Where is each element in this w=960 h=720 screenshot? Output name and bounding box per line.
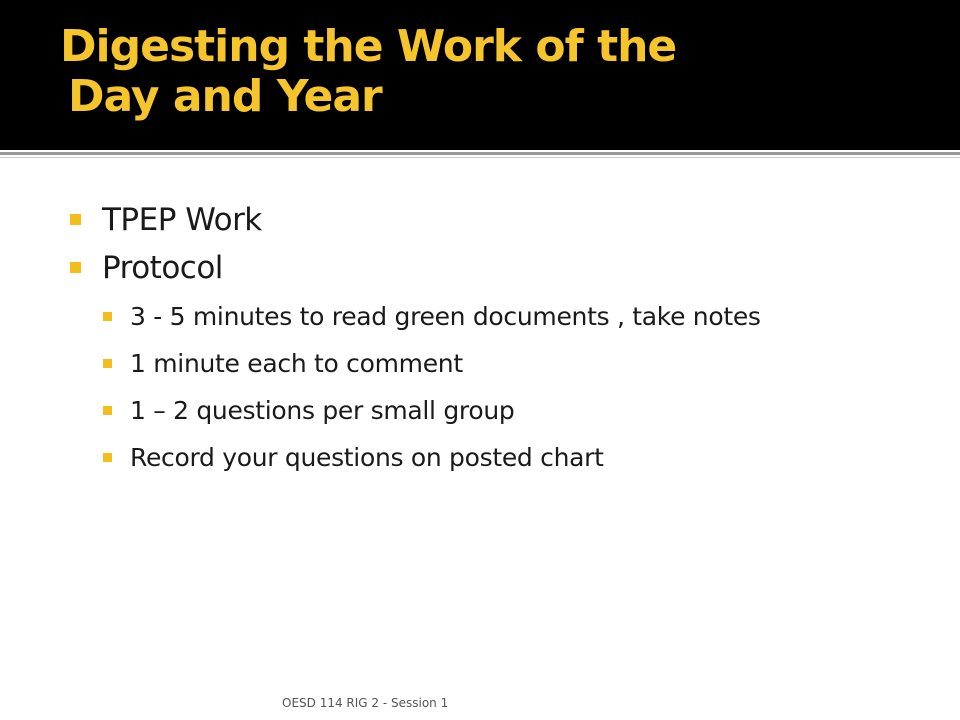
slide-title-line-2: Day and Year bbox=[68, 71, 382, 122]
square-bullet-icon bbox=[70, 262, 81, 273]
slide-title-line-1: Digesting the Work of the bbox=[60, 21, 677, 72]
square-bullet-icon bbox=[103, 406, 112, 415]
bullet-protocol bbox=[70, 248, 890, 288]
bullet-label: Protocol bbox=[102, 250, 223, 286]
square-bullet-icon bbox=[103, 312, 112, 321]
sub-bullet-label: Record your questions on posted chart bbox=[130, 443, 604, 472]
slide-footer: OESD 114 RIG 2 - Session 1 bbox=[282, 696, 449, 710]
sub-bullet-comment bbox=[70, 347, 890, 381]
sub-bullet-record bbox=[70, 441, 890, 475]
protocol-sub-list bbox=[70, 300, 890, 475]
slide-title bbox=[60, 22, 940, 122]
title-divider-thin bbox=[0, 157, 960, 158]
sub-bullet-label: 3 - 5 minutes to read green documents , take notes bbox=[130, 302, 761, 331]
title-divider bbox=[0, 152, 960, 155]
square-bullet-icon bbox=[70, 214, 81, 225]
sub-bullet-read-documents bbox=[70, 300, 890, 334]
bullet-tpep-work bbox=[70, 200, 890, 240]
square-bullet-icon bbox=[103, 359, 112, 368]
sub-bullet-questions bbox=[70, 394, 890, 428]
slide-body bbox=[70, 200, 890, 488]
square-bullet-icon bbox=[103, 453, 112, 462]
sub-bullet-label: 1 minute each to comment bbox=[130, 349, 463, 378]
bullet-label: TPEP Work bbox=[102, 202, 262, 238]
sub-bullet-label: 1 – 2 questions per small group bbox=[130, 396, 515, 425]
